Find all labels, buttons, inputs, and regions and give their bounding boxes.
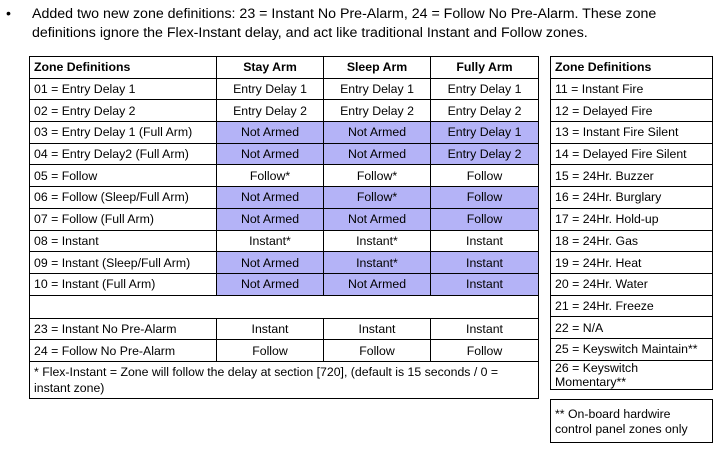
table-row bbox=[551, 165, 713, 187]
column-header-fully-arm: Fully Arm bbox=[431, 57, 539, 79]
fully-arm-cell: Follow bbox=[431, 340, 539, 362]
zone-cell: 25 = Keyswitch Maintain** bbox=[551, 338, 713, 360]
fully-arm-cell: Entry Delay 1 bbox=[431, 78, 539, 100]
zone-cell: 11 = Instant Fire bbox=[551, 78, 713, 100]
stay-arm-cell: Not Armed bbox=[217, 273, 324, 295]
sleep-arm-cell: Instant* bbox=[324, 230, 431, 252]
stay-arm-cell: Entry Delay 1 bbox=[217, 78, 324, 100]
zone-cell: 09 = Instant (Sleep/Full Arm) bbox=[30, 252, 217, 274]
table-row bbox=[551, 187, 713, 209]
fully-arm-cell: Instant bbox=[431, 318, 539, 340]
intro-text: Added two new zone definitions: 23 = Instant No Pre-Alarm, 24 = Follow No Pre-Alarm. These zone definitions ignore the Flex-Instant delay, and act like traditional Instant and Follow zones. bbox=[32, 6, 657, 41]
table-row bbox=[551, 360, 713, 389]
zone-cell: 13 = Instant Fire Silent bbox=[551, 122, 713, 144]
table-row bbox=[551, 273, 713, 295]
table-row bbox=[551, 230, 713, 252]
stay-arm-cell: Instant bbox=[217, 318, 324, 340]
spacer-cell bbox=[551, 389, 713, 399]
table-row bbox=[30, 143, 539, 165]
fully-arm-cell: Follow bbox=[431, 187, 539, 209]
fully-arm-cell: Instant bbox=[431, 230, 539, 252]
other-zone-definitions-table bbox=[550, 56, 713, 443]
stay-arm-cell: Not Armed bbox=[217, 187, 324, 209]
intro-paragraph bbox=[6, 5, 712, 43]
zone-cell: 24 = Follow No Pre-Alarm bbox=[30, 340, 217, 362]
zone-cell: 16 = 24Hr. Burglary bbox=[551, 187, 713, 209]
zone-cell: 26 = Keyswitch Momentary** bbox=[551, 360, 713, 389]
zone-cell: 06 = Follow (Sleep/Full Arm) bbox=[30, 187, 217, 209]
table-row bbox=[30, 122, 539, 144]
sleep-arm-cell: Not Armed bbox=[324, 143, 431, 165]
onboard-zones-note: ** On-board hardwire control panel zones only bbox=[551, 399, 713, 442]
sleep-arm-cell: Entry Delay 1 bbox=[324, 78, 431, 100]
sleep-arm-cell: Follow* bbox=[324, 165, 431, 187]
table-row bbox=[30, 208, 539, 230]
zone-cell: 15 = 24Hr. Buzzer bbox=[551, 165, 713, 187]
sleep-arm-cell: Follow* bbox=[324, 187, 431, 209]
sleep-arm-cell: Instant bbox=[324, 318, 431, 340]
table-header-row bbox=[551, 57, 713, 79]
stay-arm-cell: Follow* bbox=[217, 165, 324, 187]
column-header-zone-definitions: Zone Definitions bbox=[30, 57, 217, 79]
stay-arm-cell: Not Armed bbox=[217, 252, 324, 274]
flex-instant-footnote: * Flex-Instant = Zone will follow the delay at section [720], (default is 15 seconds / 0 = instant zone) bbox=[30, 361, 539, 398]
table-row bbox=[30, 230, 539, 252]
sleep-arm-cell: Instant* bbox=[324, 252, 431, 274]
spacer-row bbox=[551, 389, 713, 399]
table-row bbox=[30, 340, 539, 362]
table-row bbox=[551, 143, 713, 165]
stay-arm-cell: Not Armed bbox=[217, 208, 324, 230]
fully-arm-cell: Follow bbox=[431, 165, 539, 187]
zone-cell: 12 = Delayed Fire bbox=[551, 100, 713, 122]
table-row bbox=[551, 338, 713, 360]
column-header-zone-definitions: Zone Definitions bbox=[551, 57, 713, 79]
table-row bbox=[30, 318, 539, 340]
zone-cell: 05 = Follow bbox=[30, 165, 217, 187]
zone-cell: 08 = Instant bbox=[30, 230, 217, 252]
zone-cell: 01 = Entry Delay 1 bbox=[30, 78, 217, 100]
zone-cell: 22 = N/A bbox=[551, 317, 713, 339]
sleep-arm-cell: Not Armed bbox=[324, 208, 431, 230]
sleep-arm-cell: Not Armed bbox=[324, 122, 431, 144]
zone-cell: 21 = 24Hr. Freeze bbox=[551, 295, 713, 317]
zone-cell: 07 = Follow (Full Arm) bbox=[30, 208, 217, 230]
zone-cell: 20 = 24Hr. Water bbox=[551, 273, 713, 295]
sleep-arm-cell: Entry Delay 2 bbox=[324, 100, 431, 122]
stay-arm-cell: Follow bbox=[217, 340, 324, 362]
zone-cell: 18 = 24Hr. Gas bbox=[551, 230, 713, 252]
fully-arm-cell: Entry Delay 2 bbox=[431, 100, 539, 122]
table-row bbox=[30, 78, 539, 100]
stay-arm-cell: Not Armed bbox=[217, 143, 324, 165]
table-row bbox=[551, 100, 713, 122]
zone-cell: 10 = Instant (Full Arm) bbox=[30, 273, 217, 295]
column-header-sleep-arm: Sleep Arm bbox=[324, 57, 431, 79]
table-row bbox=[551, 78, 713, 100]
fully-arm-cell: Follow bbox=[431, 208, 539, 230]
fully-arm-cell: Entry Delay 2 bbox=[431, 143, 539, 165]
zone-cell: 14 = Delayed Fire Silent bbox=[551, 143, 713, 165]
table-row bbox=[30, 187, 539, 209]
zone-cell: 23 = Instant No Pre-Alarm bbox=[30, 318, 217, 340]
table-row bbox=[551, 317, 713, 339]
sleep-arm-cell: Follow bbox=[324, 340, 431, 362]
footnote-row bbox=[30, 361, 539, 398]
zone-cell: 03 = Entry Delay 1 (Full Arm) bbox=[30, 122, 217, 144]
table-row bbox=[30, 100, 539, 122]
zone-cell: 19 = 24Hr. Heat bbox=[551, 252, 713, 274]
zone-cell: 17 = 24Hr. Hold-up bbox=[551, 208, 713, 230]
stay-arm-cell: Instant* bbox=[217, 230, 324, 252]
fully-arm-cell: Instant bbox=[431, 252, 539, 274]
zone-definitions-table bbox=[29, 56, 539, 399]
table-header-row bbox=[30, 57, 539, 79]
table-row bbox=[551, 295, 713, 317]
sleep-arm-cell: Not Armed bbox=[324, 273, 431, 295]
zone-cell: 02 = Entry Delay 2 bbox=[30, 100, 217, 122]
table-row bbox=[30, 273, 539, 295]
table-row bbox=[551, 122, 713, 144]
blank-row bbox=[30, 295, 539, 318]
table-row bbox=[30, 252, 539, 274]
blank-cell bbox=[30, 295, 539, 318]
table-row bbox=[30, 165, 539, 187]
note-row bbox=[551, 399, 713, 442]
bullet-icon: • bbox=[6, 6, 11, 22]
stay-arm-cell: Entry Delay 2 bbox=[217, 100, 324, 122]
fully-arm-cell: Instant bbox=[431, 273, 539, 295]
stay-arm-cell: Not Armed bbox=[217, 122, 324, 144]
fully-arm-cell: Entry Delay 1 bbox=[431, 122, 539, 144]
column-header-stay-arm: Stay Arm bbox=[217, 57, 324, 79]
table-row bbox=[551, 208, 713, 230]
zone-cell: 04 = Entry Delay2 (Full Arm) bbox=[30, 143, 217, 165]
table-row bbox=[551, 252, 713, 274]
